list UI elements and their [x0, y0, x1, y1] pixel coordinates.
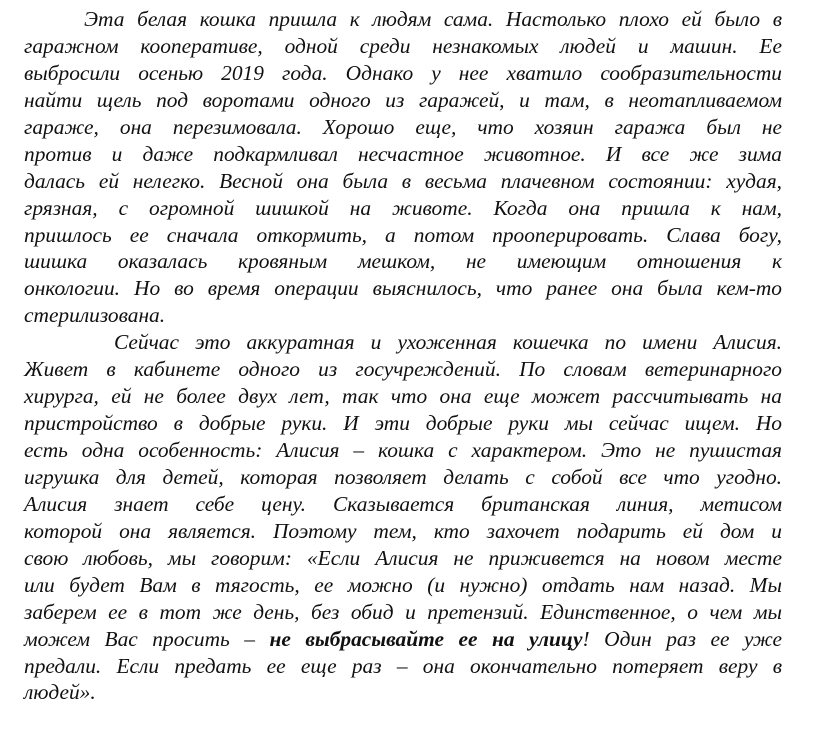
paragraph-line: Живет в кабинете одного из госучреждений. По словам ветеринарного [24, 357, 782, 382]
paragraph-line: хирурга, ей не более двух лет, так что она еще может рассчитывать на [24, 384, 782, 409]
paragraph-line: предали. Если предать ее еще раз – она окончательно потеряет веру в [24, 653, 782, 678]
paragraph-1 [24, 6, 782, 329]
paragraph-2 [24, 329, 782, 706]
emphasis-before: можем Вас просить – [24, 626, 270, 651]
paragraph-line: грязная, с огромной шишкой на животе. Когда она пришла к нам, [24, 195, 782, 220]
paragraph-line: гараже, она перезимовала. Хорошо еще, что хозяин гаража был не [24, 114, 782, 139]
paragraph-line: Алисия знает себе цену. Сказывается британская линия, метисом [24, 491, 782, 516]
bold-plea: не выбрасывайте ее на улицу [269, 626, 583, 651]
emphasis-line [24, 626, 782, 653]
paragraph-line: или будет Вам в тягость, ее можно (и нужно) отдать нам назад. Мы [24, 572, 782, 597]
paragraph-line: пристройство в добрые руки. И эти добрые руки мы сейчас ищем. Но [24, 411, 782, 436]
paragraph-line: свою любовь, мы говорим: «Если Алисия не приживется на новом месте [24, 545, 782, 570]
paragraph-line: против и даже подкармливал несчастное животное. И все же зима [24, 141, 782, 166]
paragraph-line: найти щель под воротами одного из гаражей, и там, в неотапливаемом [24, 87, 782, 112]
document-body [24, 6, 782, 706]
paragraph-line: есть одна особенность: Алисия – кошка с характером. Это не пушистая [24, 438, 782, 462]
paragraph-line: пришлось ее сначала откормить, а потом прооперировать. Слава богу, [24, 222, 782, 247]
paragraph-line: которой она является. Поэтому тем, кто захочет подарить ей дом и [24, 518, 782, 543]
paragraph-line: стерилизована. [24, 303, 166, 328]
emphasis-after: ! Один раз ее уже [582, 626, 783, 651]
paragraph-line: шишка оказалась кровяным мешком, не имеющим отношения к [24, 249, 782, 274]
paragraph-line: людей». [24, 680, 96, 705]
paragraph-line: Сейчас это аккуратная и ухоженная кошечка по имени Алисия. [114, 330, 782, 355]
paragraph-line: гаражном кооперативе, одной среди незнакомых людей и машин. Ее [24, 33, 782, 58]
paragraph-line: игрушка для детей, которая позволяет делать с собой все что угодно. [24, 464, 782, 489]
paragraph-line: онкологии. Но во время операции выяснилось, что ранее она была кем-то [24, 276, 782, 301]
paragraph-line: заберем ее в тот же день, без обид и претензий. Единственное, о чем мы [24, 599, 782, 624]
paragraph-line: Эта белая кошка пришла к людям сама. Настолько плохо ей было в [84, 7, 782, 31]
paragraph-line: далась ей нелегко. Весной она была в весьма плачевном состоянии: худая, [24, 168, 782, 193]
paragraph-line: выбросили осенью 2019 года. Однако у нее хватило сообразительности [24, 60, 782, 85]
